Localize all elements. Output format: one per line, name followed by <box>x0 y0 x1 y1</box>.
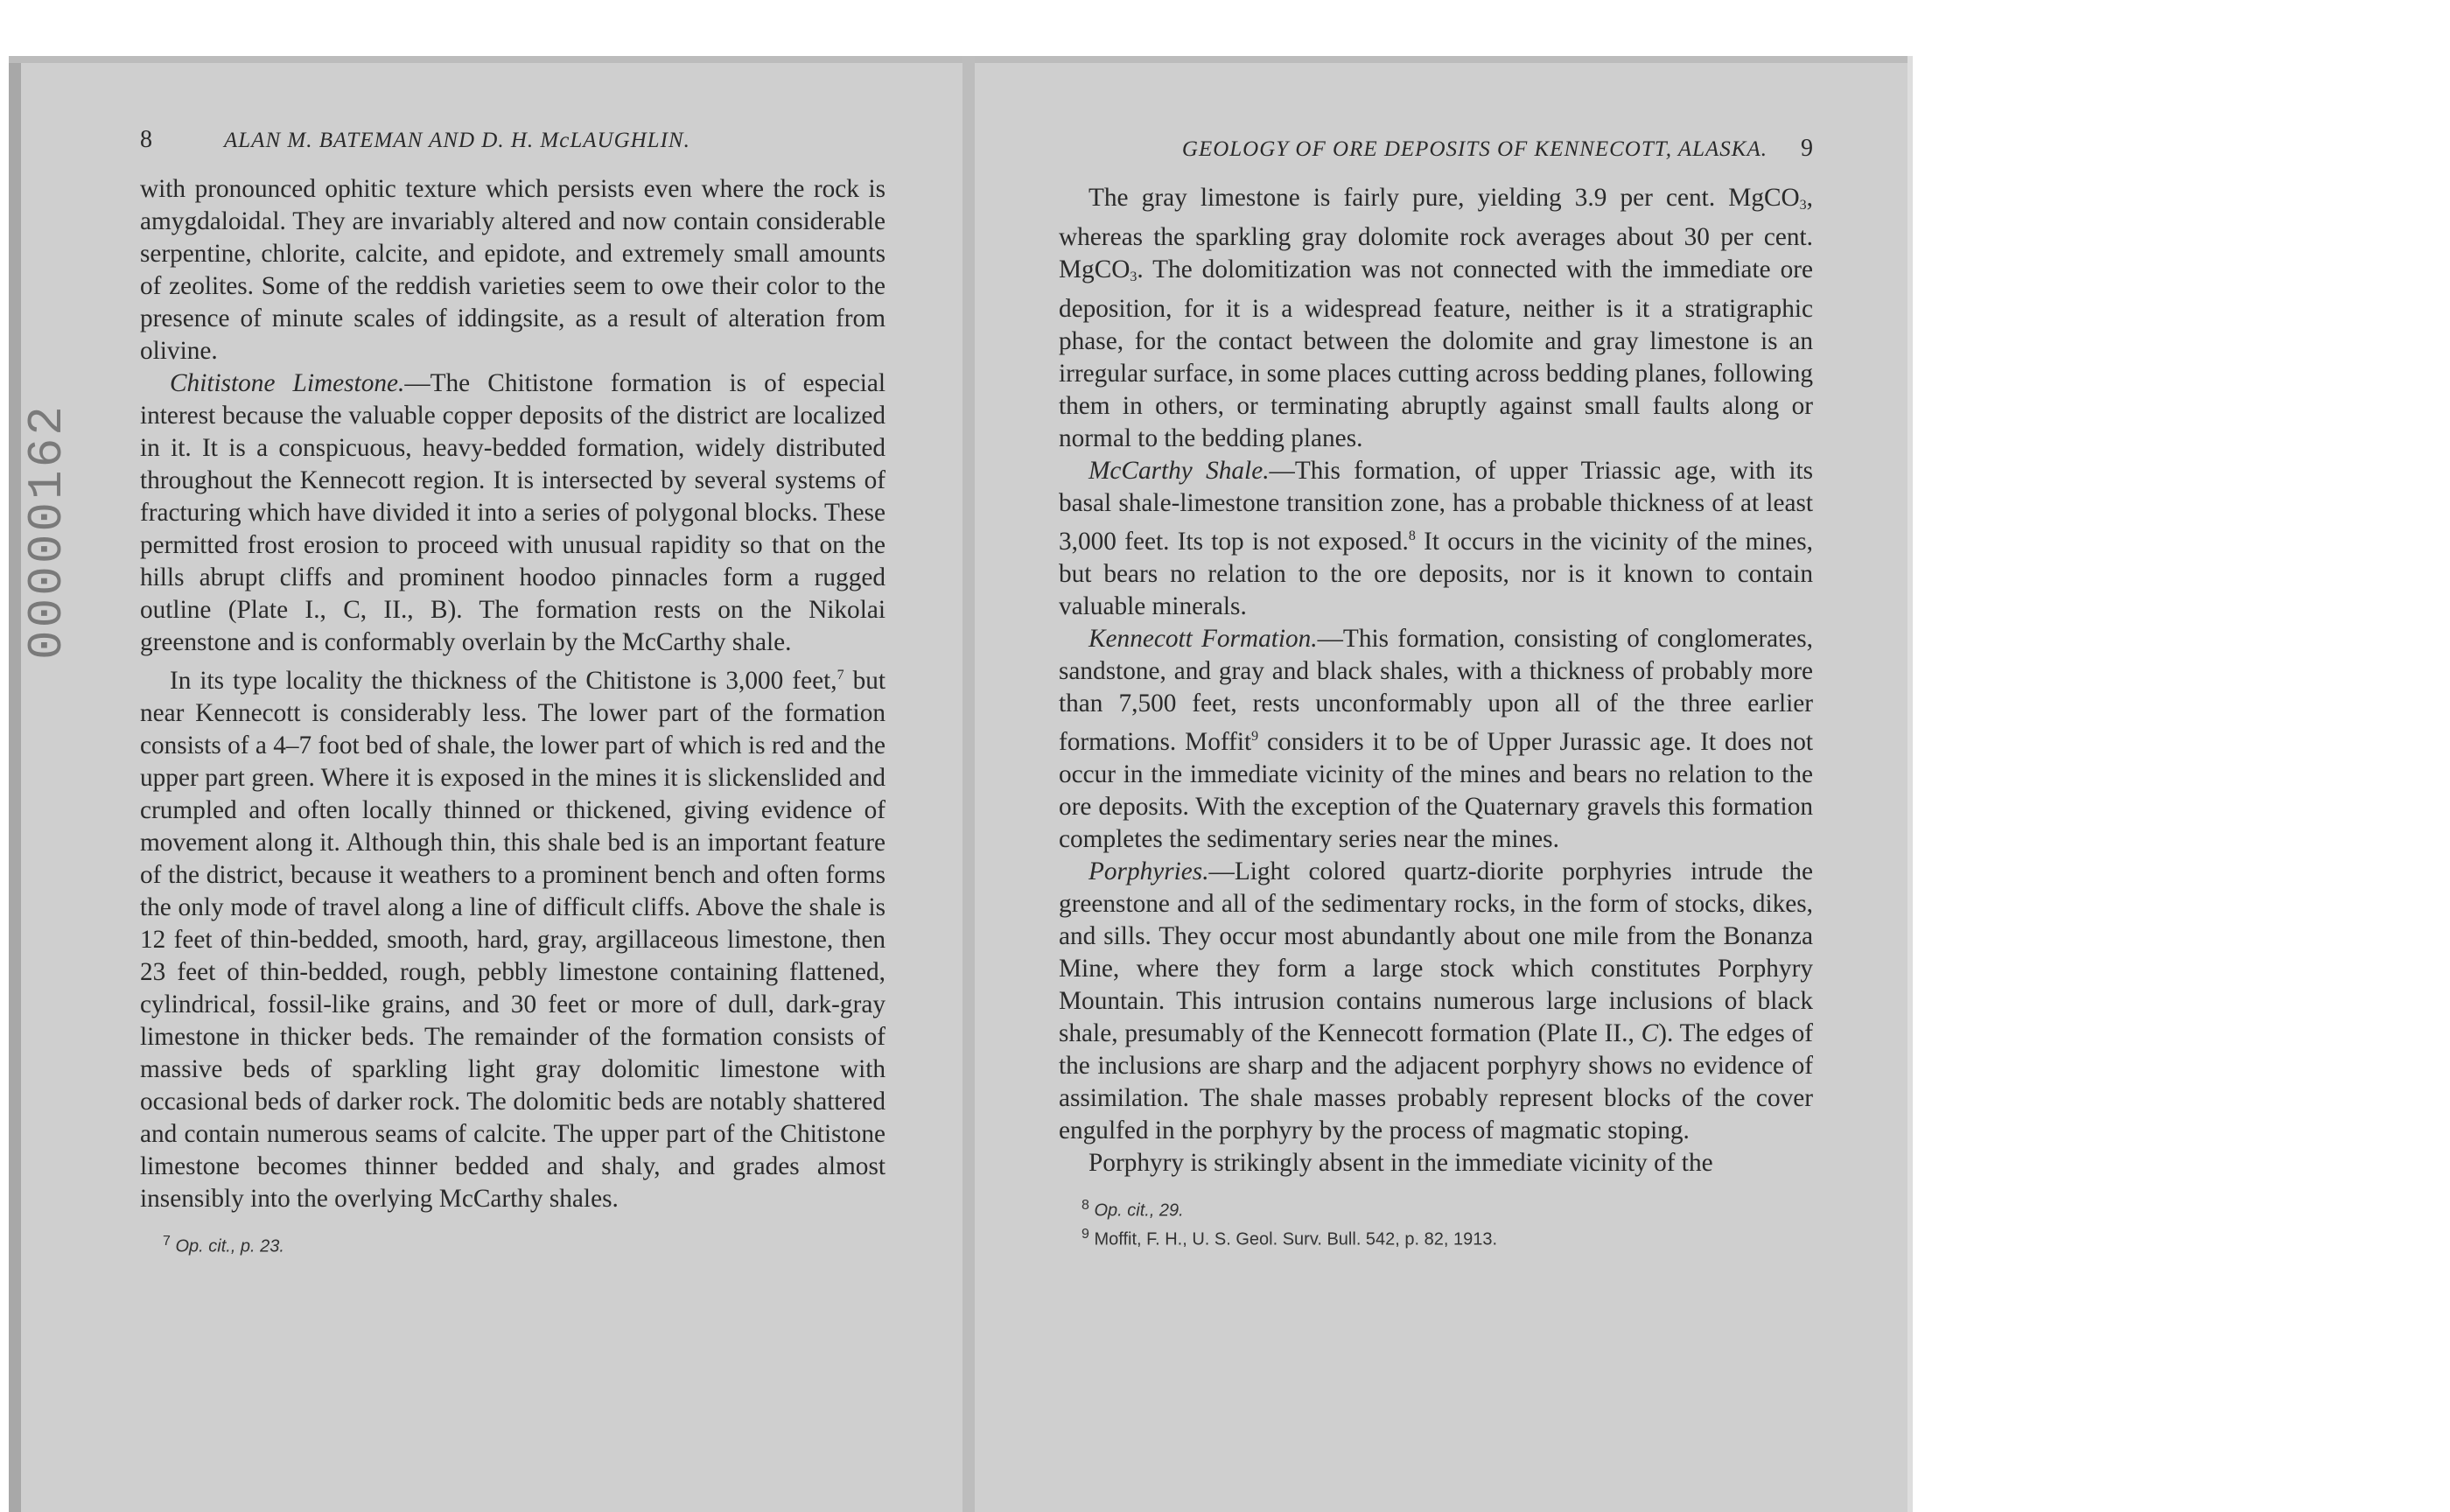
scanned-book-spread <box>9 56 1913 1512</box>
footnote-number: 8 <box>1082 1197 1089 1213</box>
paragraph <box>1059 182 1813 455</box>
page-number: 9 <box>1801 135 1813 162</box>
footnote-text: Op. cit., 29. <box>1094 1200 1184 1221</box>
paragraph <box>140 173 886 368</box>
running-head: ALAN M. BATEMAN AND D. H. McLAUGHLIN. <box>224 129 690 152</box>
footnote-text: Moffit, F. H., U. S. Geol. Surv. Bull. 542, p. 82, 1913. <box>1094 1229 1498 1250</box>
running-head: GEOLOGY OF ORE DEPOSITS OF KENNECOTT, ALASKA. <box>1181 137 1768 161</box>
paragraph <box>1059 1147 1813 1180</box>
footnotes <box>1059 1194 1813 1252</box>
footnote <box>140 1229 886 1259</box>
paragraph-text: In its type locality the thickness of the Chitistone is 3,000 feet, <box>170 666 837 695</box>
footnotes <box>140 1229 886 1259</box>
archive-stamp: 00000162 <box>19 403 75 660</box>
book-gutter <box>962 56 975 1512</box>
paragraph-text: The gray limestone is fairly pure, yielding 3.9 per cent. MgCO$_3$, whereas the sparkling gray dolomite rock averages about 30 per cent. MgCO$_3$. The dolomitization was not connected with the immediate ore deposition, for it is a widespread feature, neither is it a stratigraphic phase, for the contact between the dolomite and gray limestone is an irregular surface, in some places cutting across bedding planes, following them in others, or terminating abruptly against small faults along or normal to the bedding planes. <box>1059 184 1813 452</box>
paragraph-text: with pronounced ophitic texture which persists even where the rock is amygdaloidal. They are invariably altered and now contain considerable serpentine, chlorite, calcite, and epidote, and extremely small amounts of zeolites. Some of the reddish varieties seem to owe their color to the presence of minute scales of iddingsite, as a result of alteration from olivine. <box>140 175 886 365</box>
paragraph-text: Porphyry is strikingly absent in the immediate vicinity of the <box>1088 1148 1713 1177</box>
scan-left-shadow <box>9 56 21 1512</box>
scan-top-shadow <box>9 56 1913 63</box>
paragraph-text: —This formation, of upper Triassic age, with its basal shale-limestone transition zone, has a probable thickness of at least 3,000 feet. Its top is not exposed.$^8$ It occurs in the vicinity of the mines, but bears no relation to the ore deposits, nor is it known to contain valuable minerals. <box>1059 457 1814 620</box>
paragraph <box>1059 455 1813 623</box>
left-page-header <box>140 126 886 161</box>
paragraph <box>140 368 886 659</box>
right-page <box>1059 128 1813 1252</box>
paragraph-text: —The Chitistone formation is of especial interest because the valuable copper deposits of the district are localized in it. It is a conspicuous, heavy-bedded formation, widely distributed throughout the Kennecott region. It is intersected by several systems of fracturing which have divided it into a series of polygonal blocks. These permitted frost erosion to proceed with unusual rapidity so that on the hills abrupt cliffs and prominent hoodoo pinnacles form a rugged outline (Plate I., C, II., B). The formation rests on the Nikolai greenstone and is conformably overlain by the McCarthy shale. <box>140 369 886 656</box>
footnote-number: 7 <box>163 1233 171 1249</box>
paragraph <box>1059 856 1813 1147</box>
footnote <box>1059 1222 1813 1252</box>
footnote-number: 9 <box>1082 1227 1089 1242</box>
paragraph <box>1059 623 1813 856</box>
footnote-ref: 7 <box>836 668 844 682</box>
footnote <box>1059 1194 1813 1223</box>
right-page-header <box>1059 128 1813 170</box>
paragraph-text: —This formation, consisting of conglomerates, sandstone, and gray and black shales, with a thickness of probably more than 7,500 feet, rests unconformably upon all of the three earlier formations. Moffit$^9$ considers it to be of Upper Jurassic age. It does not occur in the immediate vicinity of the mines and bears no relation to the ore deposits. With the exception of the Quaternary gravels this formation completes the sedimentary series near the mines. <box>1059 624 1813 853</box>
paragraph-text: —Light colored quartz-diorite porphyries intrude the greenstone and all of the sedimentary rocks, in the form of stocks, dikes, and sills. They occur most abundantly about one mile from the Bonanza Mine, where they form a large stock which constitutes Porphyry Mountain. This intrusion contains numerous large inclusions of black shale, presumably of the Kennecott formation (Plate II., C). The edges of the inclusions are sharp and the adjacent porphyry shows no evidence of assimilation. The shale masses probably represent blocks of the cover engulfed in the porphyry by the process of magmatic stoping. <box>1059 857 1813 1144</box>
scan-right-edge <box>1908 56 1913 1512</box>
footnote-text: Op. cit., p. 23. <box>175 1236 284 1256</box>
section-lead: Porphyries. <box>1088 857 1209 886</box>
section-lead: Chitistone Limestone. <box>170 369 405 397</box>
section-lead: Kennecott Formation. <box>1088 624 1318 653</box>
left-page <box>140 126 886 1258</box>
section-lead: McCarthy Shale. <box>1088 457 1270 485</box>
page-number: 8 <box>140 126 152 153</box>
paragraph-text: but near Kennecott is considerably less. The lower part of the formation consists of a 4–7 foot bed of shale, the lower part of which is red and the upper part green. Where it is exposed in the mines it is slickenslided and crumpled and often locally thinned or thickened, giving evidence of movement along it. Although thin, this shale bed is an important feature of the district, because it weathers to a prominent bench and often forms the only mode of travel along a line of difficult cliffs. Above the shale is 12 feet of thin-bedded, smooth, hard, gray, argillaceous limestone, then 23 feet of thin-bedded, rough, pebbly limestone containing flattened, cylindrical, fossil-like grains, and 30 feet or more of dull, dark-gray limestone in thicker beds. The remainder of the formation consists of massive beds of sparkling light gray dolomitic limestone with occasional beds of darker rock. The dolomitic beds are notably shattered and contain numerous seams of calcite. The upper part of the Chitistone limestone becomes thinner bedded and shaly, and grades almost insensibly into the overlying McCarthy shales. <box>140 666 886 1213</box>
paragraph <box>140 659 886 1215</box>
